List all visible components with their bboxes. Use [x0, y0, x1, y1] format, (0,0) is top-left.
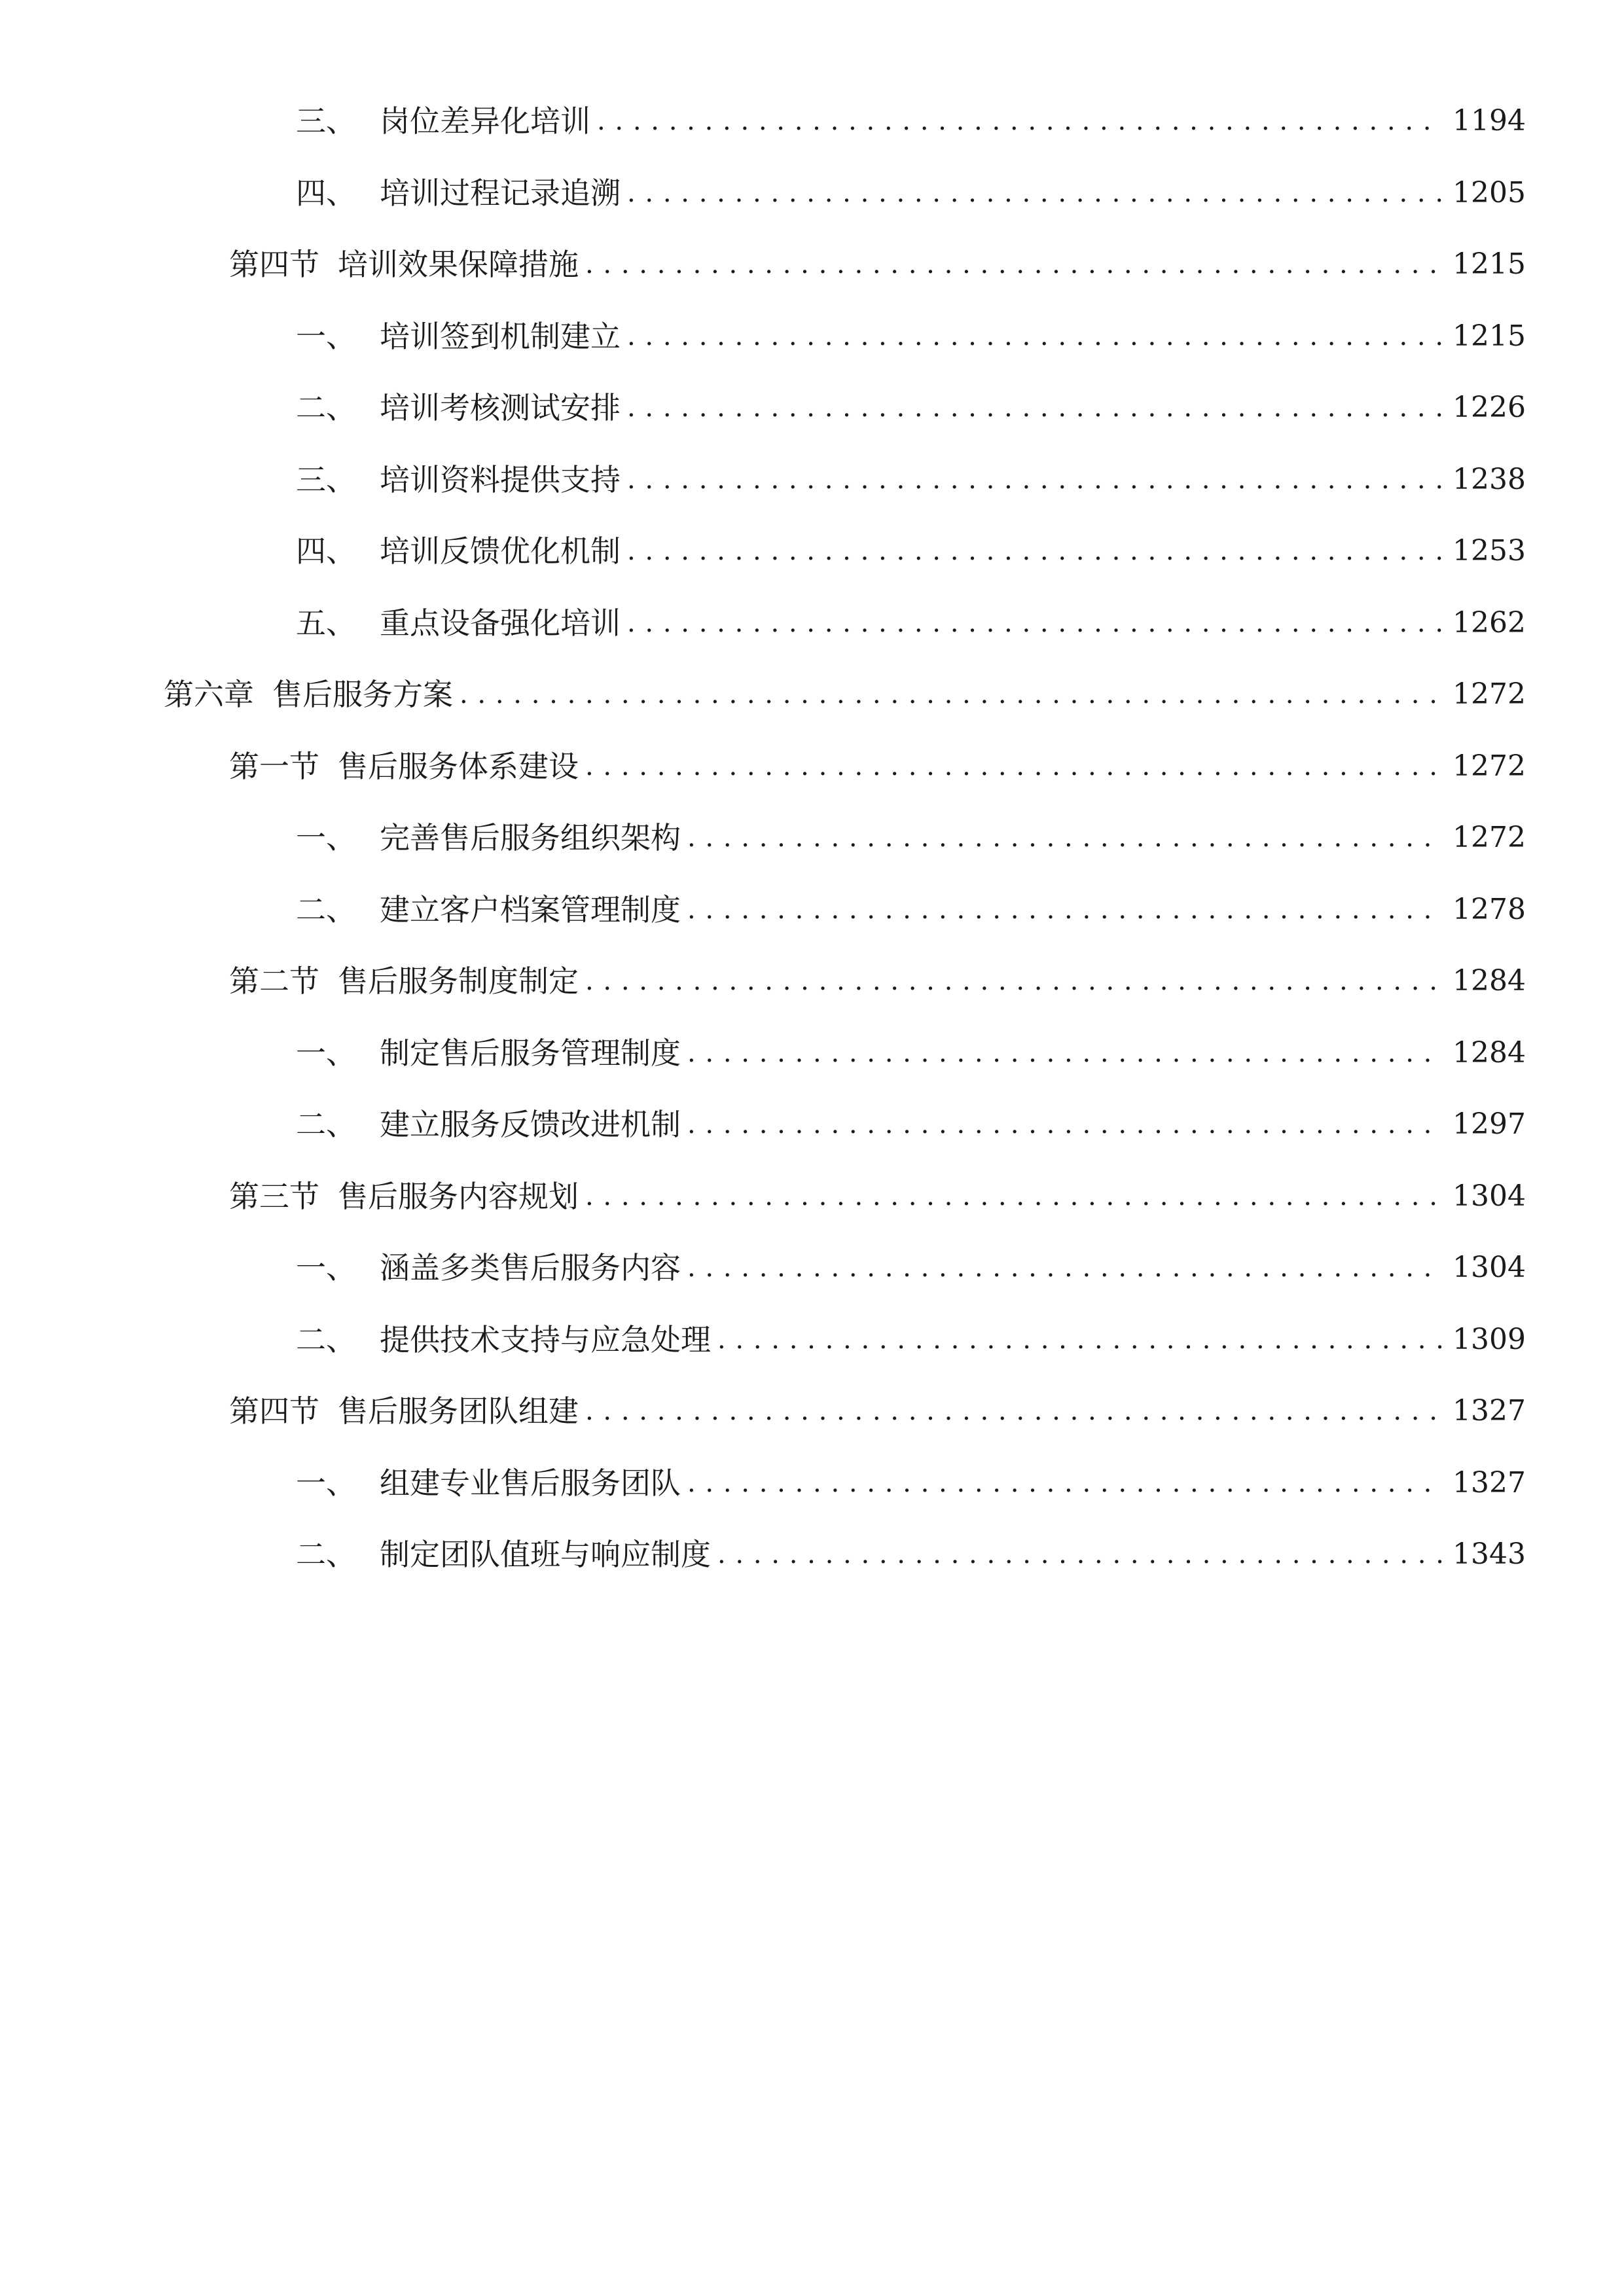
toc-dot-leader — [717, 1528, 1443, 1581]
toc-entry[interactable] — [296, 1528, 1526, 1581]
toc-entry-title: 售后服务团队组建 — [338, 1393, 579, 1429]
toc-page-number: 1194 — [1453, 104, 1526, 137]
toc-entry-number: 二、 — [296, 1537, 356, 1572]
toc-entry-title: 售后服务体系建设 — [338, 748, 579, 784]
toc-dot-leader — [585, 955, 1443, 1007]
toc-entry-number: 二、 — [296, 1107, 356, 1142]
toc-entry[interactable] — [229, 740, 1526, 793]
toc-dot-leader — [585, 1170, 1443, 1223]
toc-entry[interactable] — [229, 1385, 1526, 1437]
toc-dot-leader — [627, 167, 1443, 219]
toc-dot-leader — [687, 1098, 1443, 1151]
toc-dot-leader — [627, 454, 1443, 506]
toc-entry-number: 第二节 — [229, 963, 319, 999]
toc-entry[interactable] — [296, 1314, 1526, 1366]
toc-page-number: 1284 — [1453, 964, 1526, 997]
toc-page-number: 1327 — [1453, 1465, 1526, 1499]
toc-dot-leader — [627, 310, 1443, 363]
toc-entry-title: 岗位差异化培训 — [380, 103, 590, 139]
toc-entry[interactable] — [296, 1027, 1526, 1079]
toc-entry-number: 一、 — [296, 820, 356, 855]
toc-dot-leader — [627, 525, 1443, 577]
toc-dot-leader — [585, 740, 1443, 793]
toc-entry-number: 第三节 — [229, 1178, 319, 1214]
toc-page-number: 1304 — [1453, 1179, 1526, 1213]
toc-entry[interactable] — [296, 812, 1526, 864]
toc-entry[interactable] — [296, 1242, 1526, 1294]
toc-page-number: 1272 — [1453, 749, 1526, 783]
toc-entry-title: 培训反馈优化机制 — [380, 533, 621, 569]
toc-page-number: 1304 — [1453, 1251, 1526, 1284]
toc-entry-title: 售后服务方案 — [272, 677, 453, 712]
toc-page-number: 1272 — [1453, 677, 1526, 711]
toc-entry-title: 培训资料提供支持 — [380, 461, 621, 497]
toc-dot-leader — [585, 1385, 1443, 1437]
toc-entry[interactable] — [296, 525, 1526, 577]
toc-page-number: 1262 — [1453, 605, 1526, 639]
toc-dot-leader — [597, 95, 1443, 147]
toc-entry-number: 四、 — [296, 533, 356, 569]
toc-entry-number: 二、 — [296, 1321, 356, 1357]
toc-entry-title: 培训效果保障措施 — [338, 247, 579, 282]
toc-entry[interactable] — [296, 310, 1526, 363]
toc-page-number: 1215 — [1453, 319, 1526, 353]
toc-entry-number: 第四节 — [229, 247, 319, 282]
toc-dot-leader — [460, 668, 1443, 721]
toc-entry-title: 售后服务制度制定 — [338, 963, 579, 999]
toc-dot-leader — [585, 238, 1443, 291]
toc-entry-title: 建立服务反馈改进机制 — [380, 1107, 681, 1142]
toc-entry[interactable] — [296, 1098, 1526, 1151]
toc-page-number: 1253 — [1453, 534, 1526, 567]
toc-dot-leader — [687, 812, 1443, 864]
toc-entry-title: 培训签到机制建立 — [380, 318, 621, 354]
toc-page-number: 1327 — [1453, 1394, 1526, 1427]
toc-entry[interactable] — [229, 238, 1526, 291]
toc-dot-leader — [627, 597, 1443, 649]
toc-dot-leader — [687, 1457, 1443, 1509]
toc-entry-title: 制定团队值班与响应制度 — [380, 1537, 711, 1572]
toc-entry[interactable] — [296, 95, 1526, 147]
toc-dot-leader — [687, 1242, 1443, 1294]
toc-entry-number: 二、 — [296, 390, 356, 425]
toc-entry[interactable] — [296, 167, 1526, 219]
toc-entry-title: 制定售后服务管理制度 — [380, 1035, 681, 1071]
toc-page-number: 1297 — [1453, 1107, 1526, 1141]
toc-dot-leader — [687, 1027, 1443, 1079]
toc-dot-leader — [627, 382, 1443, 434]
toc-page-number: 1343 — [1453, 1537, 1526, 1571]
toc-entry-title: 培训过程记录追溯 — [380, 175, 621, 211]
toc-entry-number: 二、 — [296, 891, 356, 927]
toc-entry-number: 一、 — [296, 1465, 356, 1501]
toc-page-number: 1309 — [1453, 1322, 1526, 1356]
toc-page-number: 1226 — [1453, 391, 1526, 424]
toc-entry-number: 一、 — [296, 1250, 356, 1285]
toc-page-number: 1284 — [1453, 1035, 1526, 1069]
toc-entry-title: 重点设备强化培训 — [380, 605, 621, 641]
toc-entry-number: 一、 — [296, 1035, 356, 1071]
toc-entry[interactable] — [296, 382, 1526, 434]
toc-entry-number: 第六章 — [164, 677, 254, 712]
toc-entry[interactable] — [296, 597, 1526, 649]
toc-entry-title: 完善售后服务组织架构 — [380, 820, 681, 855]
toc-entry-title: 建立客户档案管理制度 — [380, 891, 681, 927]
toc-entry-number: 四、 — [296, 175, 356, 211]
toc-entry-number: 一、 — [296, 318, 356, 354]
toc-page-number: 1272 — [1453, 821, 1526, 854]
toc-entry[interactable] — [296, 884, 1526, 936]
toc-entry-title: 组建专业售后服务团队 — [380, 1465, 681, 1501]
toc-entry-title: 售后服务内容规划 — [338, 1178, 579, 1214]
toc-entry[interactable] — [296, 454, 1526, 506]
toc-entry-number: 五、 — [296, 605, 356, 641]
toc-entry[interactable] — [296, 1457, 1526, 1509]
toc-page-number: 1238 — [1453, 462, 1526, 496]
toc-entry[interactable] — [229, 955, 1526, 1007]
toc-entry-number: 第一节 — [229, 748, 319, 784]
toc-page-number: 1215 — [1453, 247, 1526, 281]
toc-entry[interactable] — [229, 1170, 1526, 1223]
toc-entry-title: 培训考核测试安排 — [380, 390, 621, 425]
toc-entry-number: 三、 — [296, 103, 356, 139]
toc-page-number: 1205 — [1453, 175, 1526, 209]
toc-entry-number: 三、 — [296, 461, 356, 497]
toc-dot-leader — [717, 1314, 1443, 1366]
toc-entry-title: 涵盖多类售后服务内容 — [380, 1250, 681, 1285]
toc-dot-leader — [687, 884, 1443, 936]
toc-entry-title: 提供技术支持与应急处理 — [380, 1321, 711, 1357]
toc-entry[interactable] — [164, 668, 1526, 721]
toc-entry-number: 第四节 — [229, 1393, 319, 1429]
toc-page-number: 1278 — [1453, 892, 1526, 926]
